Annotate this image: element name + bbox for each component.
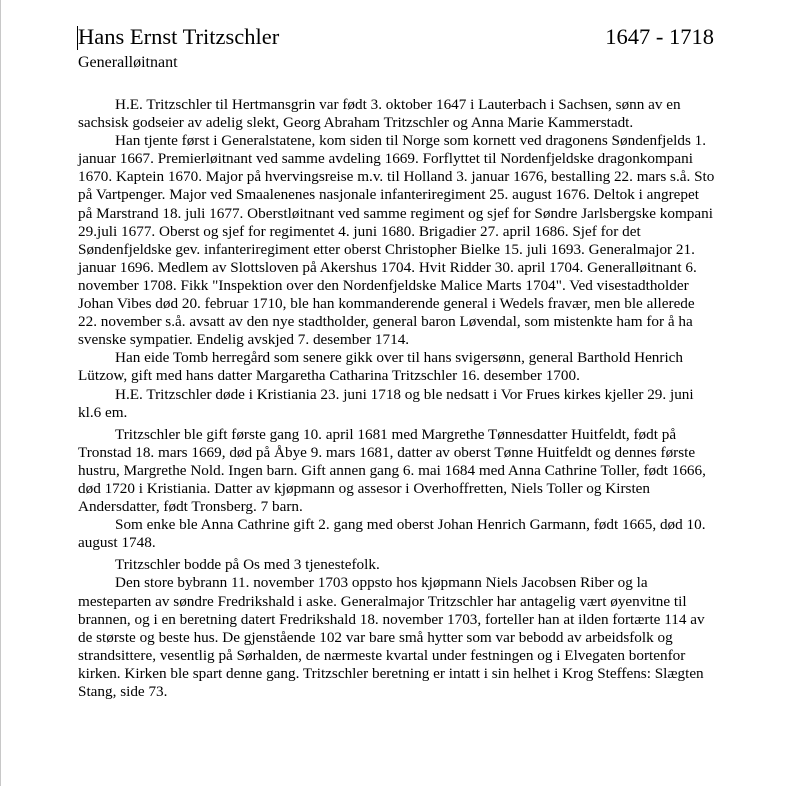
paragraph[interactable]: Den store bybrann 11. november 1703 oppsto hos kjøpmann Niels Jacobsen Riber og la mesteparten av søndre Fredrikshald i aske. Generalmajor Tritzschler har antagelig vært øyenvitne til brannen, og i en beretning datert Fredrikshald 18. november 1703, forteller han at ilden fortærte 114 av de største og beste hus. De gjenstående 102 var bare små hytter som var bebodd av arbeidsfolk og strandsittere, vesentlig på Sørhalden, de nærmeste kvartal under festningen og i Elvegaten bortenfor kirken. Kirken ble spart denne gang. Tritzschler beretning er intatt i sin helhet i Krog Steffens: Slægten Stang, side 73.: [78, 574, 705, 700]
person-name-heading[interactable]: Hans Ernst Tritzschler: [78, 24, 280, 49]
biography-body: [78, 96, 716, 701]
document-page[interactable]: [78, 22, 718, 701]
paragraph[interactable]: Tritzschler ble gift første gang 10. april 1681 med Margrethe Tønnesdatter Huitfeldt, født på Tronstad 18. mars 1669, død på Åbye 9. mars 1681, datter av oberst Tønne Huitfeldt og dennes første hustru, Margrethe Nold. Ingen barn. Gift annen gang 6. mai 1684 med Anna Cathrine Toller, født 1666, død 1720 i Kristiania. Datter av kjøpmann og assesor i Overhoffretten, Niels Toller og Kirsten Andersdatter, født Tronsberg. 7 barn.: [78, 425, 706, 516]
life-years[interactable]: 1647 - 1718: [605, 24, 714, 49]
paragraph[interactable]: Som enke ble Anna Cathrine gift 2. gang med oberst Johan Henrich Garmann, født 1665, død 10. august 1748.: [78, 516, 706, 552]
paragraph[interactable]: Han eide Tomb herregård som senere gikk over til hans svigersønn, general Barthold Henrich Lützow, gift med hans datter Margaretha Catharina Tritzschler 16. desember 1700.: [78, 349, 684, 385]
paragraph[interactable]: H.E. Tritzschler døde i Kristiania 23. juni 1718 og ble nedsatt i Vor Frues kirkes kjeller 29. juni kl.6 em.: [78, 385, 694, 421]
rank-subtitle[interactable]: Generalløitnant: [78, 54, 178, 71]
paragraph[interactable]: H.E. Tritzschler til Hertmansgrin var født 3. oktober 1647 i Lauterbach i Sachsen, sønn av en sachsisk godseier av adelig slekt, Georg Abraham Tritzschler og Anna Marie Kammerstadt.: [78, 96, 681, 132]
paragraph[interactable]: Tritzschler bodde på Os med 3 tjenestefolk.: [115, 556, 380, 574]
title-row: [78, 22, 718, 52]
page-left-edge: [0, 0, 1, 786]
paragraph[interactable]: Han tjente først i Generalstatene, kom siden til Norge som kornett ved dragonens Søndenfjelds 1. januar 1667. Premierløitnant ved samme avdeling 1669. Forflyttet til Nordenfjeldske dragonkompani 1670. Kaptein 1670. Major på hvervingsreise m.v. til Holland 3. januar 1676, bestalling 22. mars s.å. Sto på Vartpenger. Major ved Smaalenenes nasjonale infanteriregiment 25. august 1676. Deltok i angrepet på Marstrand 18. juli 1677. Oberstløitnant ved samme regiment og sjef for Søndre Jarlsbergske kompani 29.juli 1677. Oberst og sjef for regimentet 4. juni 1680. Brigadier 27. april 1686. Sjef for det Søndenfjeldske gev. infanteriregiment etter oberst Christopher Bielke 15. juli 1693. Generalmajor 21. januar 1696. Medlem av Slottsloven på Akershus 1704. Hvit Ridder 30. april 1704. Generalløitnant 6. november 1708. Fikk "Inspektion over den Nordenfjeldske Malice Marts 1704". Ved visestadtholder Johan Vibes død 20. februar 1710, ble han kommanderende general i Wedels fravær, men ble allerede 22. november s.å. avsatt av den nye stadtholder, general baron Løvendal, som mistenkte ham for å ha svenske sympatier. Endelig avskjed 7. desember 1714.: [78, 132, 715, 349]
